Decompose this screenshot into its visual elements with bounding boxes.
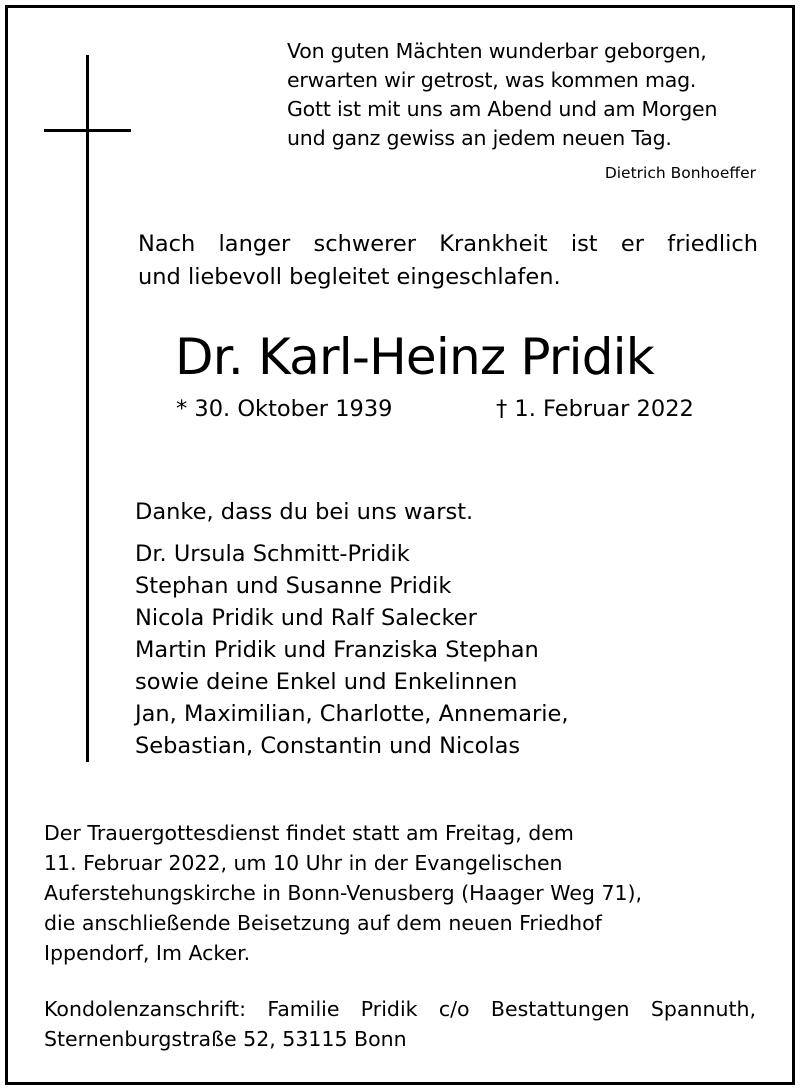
family-member: Sebastian, Constantin und Nicolas xyxy=(135,733,521,759)
family-member: Nicola Pridik und Ralf Salecker xyxy=(135,605,477,631)
service-line: die anschließende Beisetzung auf dem neuen Friedhof xyxy=(44,911,602,935)
deceased-name: Dr. Karl-Heinz Pridik xyxy=(175,328,654,386)
condolence-line: Kondolenzanschrift: Familie Pridik c/o Bestattungen Spannuth, xyxy=(44,997,756,1021)
cross-vertical-bar xyxy=(86,55,89,762)
family-member: Martin Pridik und Franziska Stephan xyxy=(135,637,539,663)
poem-line: und ganz gewiss an jedem neuen Tag. xyxy=(287,126,672,150)
poem-line: Gott ist mit uns am Abend und am Morgen xyxy=(287,97,718,121)
death-date: † 1. Februar 2022 xyxy=(496,396,694,422)
cross-horizontal-bar xyxy=(44,129,131,132)
service-info xyxy=(44,818,642,968)
condolence-line: Sternenburgstraße 52, 53115 Bonn xyxy=(44,1027,407,1051)
poem-line: Von guten Mächten wunderbar geborgen, xyxy=(287,39,707,63)
thanks-line: Danke, dass du bei uns warst. xyxy=(135,499,474,525)
service-line: Der Trauergottesdienst findet statt am Freitag, dem xyxy=(44,821,574,845)
family-member: Dr. Ursula Schmitt-Pridik xyxy=(135,541,410,567)
family-member: Jan, Maximilian, Charlotte, Annemarie, xyxy=(135,701,569,727)
poem-author: Dietrich Bonhoeffer xyxy=(604,164,756,182)
family-member: Stephan und Susanne Pridik xyxy=(135,573,452,599)
family-member: sowie deine Enkel und Enkelinnen xyxy=(135,669,518,695)
intro-line: und liebevoll begleitet eingeschlafen. xyxy=(138,264,561,290)
birth-date: * 30. Oktober 1939 xyxy=(176,396,393,422)
service-line: Ippendorf, Im Acker. xyxy=(44,941,251,965)
intro-line: Nach langer schwerer Krankheit ist er friedlich xyxy=(138,231,758,257)
poem-line: erwarten wir getrost, was kommen mag. xyxy=(287,68,697,92)
poem-quote xyxy=(287,37,767,153)
family-list xyxy=(135,538,569,762)
service-line: 11. Februar 2022, um 10 Uhr in der Evangelischen xyxy=(44,851,563,875)
intro-text xyxy=(138,228,758,294)
condolence-address xyxy=(44,994,756,1054)
service-line: Auferstehungskirche in Bonn-Venusberg (Haager Weg 71), xyxy=(44,881,643,905)
